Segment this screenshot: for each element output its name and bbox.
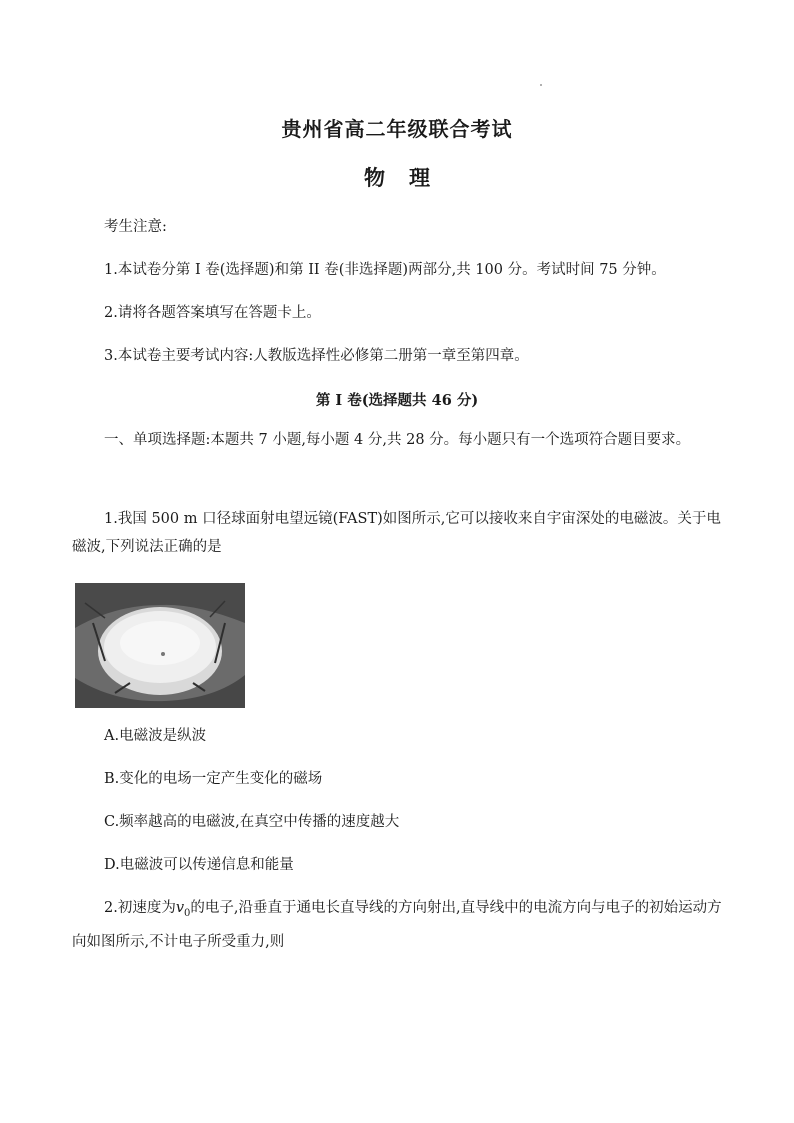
subject-title: 物理	[364, 165, 454, 190]
part1-heading: 第 I 卷(选择题共 46 分)	[315, 392, 479, 409]
notice-item-2: 2.请将各题答案填写在答题卡上。	[104, 305, 321, 321]
q1-option-b: B.变化的电场一定产生变化的磁场	[104, 771, 323, 787]
velocity-symbol	[175, 900, 191, 919]
notice-item-3: 3.本试卷主要考试内容:人教版选择性必修第二册第一章至第四章。	[104, 348, 529, 364]
velocity-var: v	[175, 900, 185, 916]
question-1-stem-text: 1.我国 500 m 口径球面射电望远镜(FAST)如图所示,它可以接收来自宇宙深处的电磁波。关于电磁波,下列说法正确的是	[72, 511, 721, 555]
scan-speck	[540, 84, 542, 86]
notice-heading: 考生注意:	[104, 219, 167, 235]
velocity-subscript: 0	[184, 907, 191, 919]
q1-option-c: C.频率越高的电磁波,在真空中传播的速度越大	[104, 814, 400, 830]
q1-option-d: D.电磁波可以传递信息和能量	[104, 857, 294, 873]
question-2-suffix: 的电子,沿垂直于通电长直导线的方向射出,直导线中的电流方向与电子的初始运动方向如图所示,不计电子所受重力,则	[72, 900, 722, 950]
exam-title: 贵州省高二年级联合考试	[281, 117, 513, 141]
question-2-prefix: 2.初速度为	[104, 900, 176, 916]
part1-instruction-text: 一、单项选择题:本题共 7 小题,每小题 4 分,共 28 分。每小题只有一个选项符合题目要求。	[104, 432, 691, 448]
notice-item-1: 1.本试卷分第 I 卷(选择题)和第 II 卷(非选择题)两部分,共 100 分。考试时间 75 分钟。	[104, 262, 666, 278]
part1-instruction	[72, 426, 724, 454]
question-2-stem	[72, 894, 724, 956]
fast-telescope-image	[75, 583, 245, 708]
fast-telescope-photo	[75, 583, 245, 708]
q1-option-a: A.电磁波是纵波	[104, 728, 207, 744]
question-1-stem	[72, 505, 724, 561]
